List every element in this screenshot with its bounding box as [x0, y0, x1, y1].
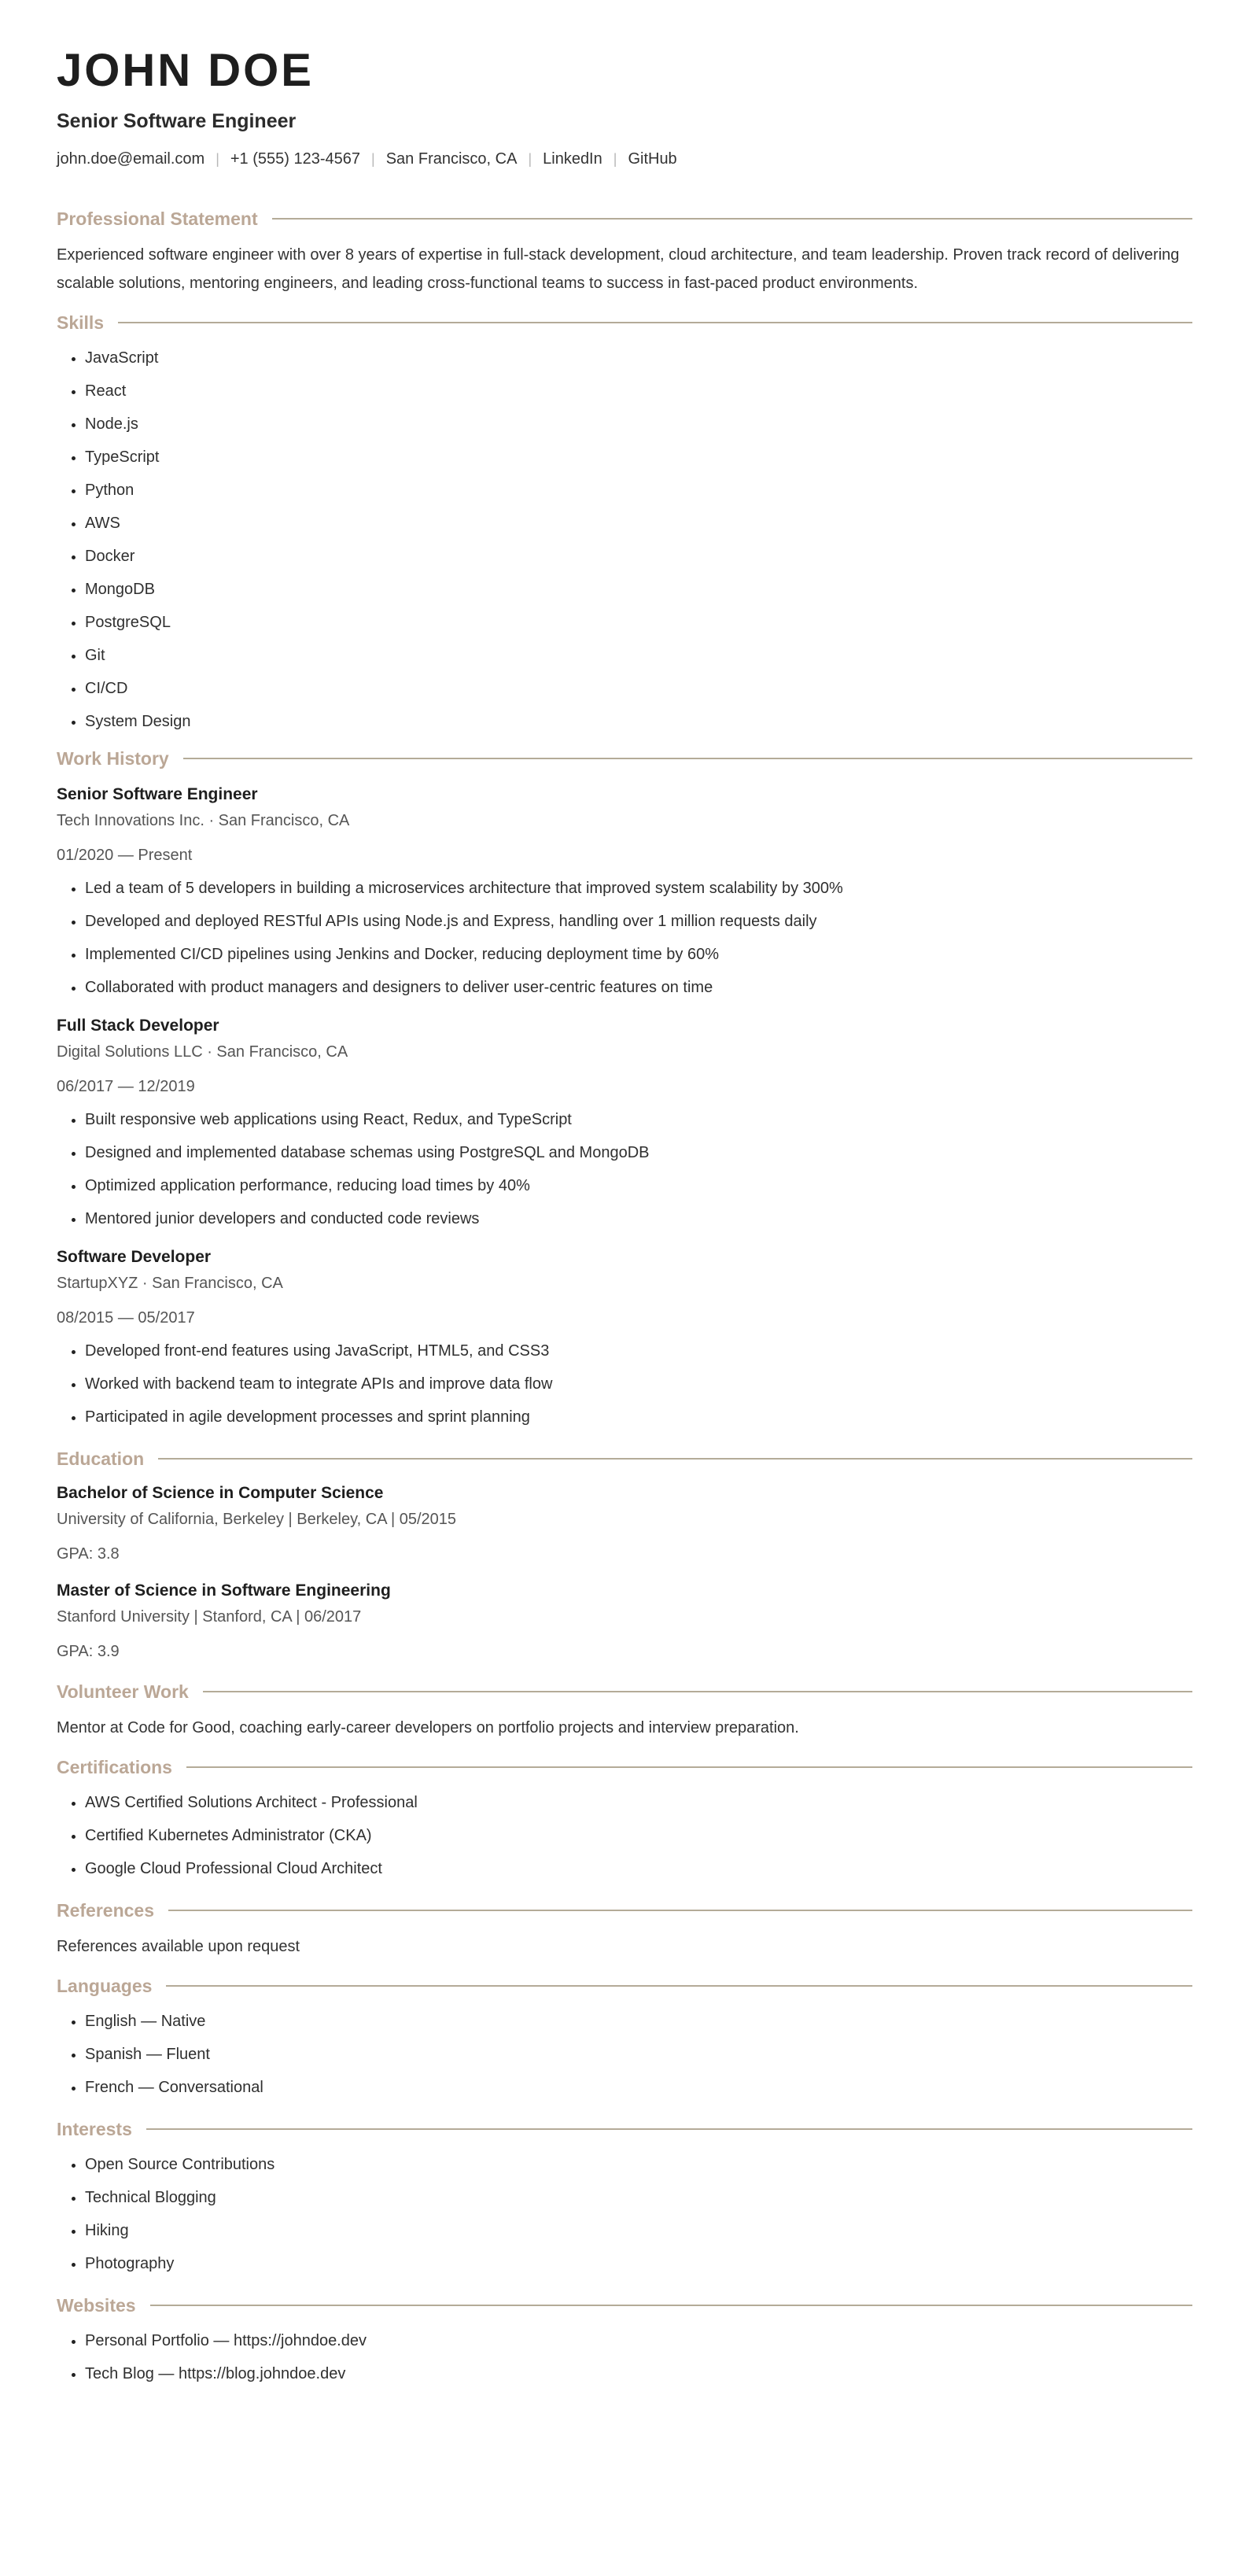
section-title: Work History [57, 748, 169, 769]
section-websites [57, 2291, 1192, 2390]
section-header [57, 1972, 1192, 2000]
language-item: • French — Conversational [85, 2071, 1192, 2104]
section-title: Certifications [57, 1757, 172, 1777]
job-title: Senior Software Engineer [57, 785, 258, 803]
section-header [57, 2115, 1192, 2143]
section-title: Education [57, 1449, 145, 1469]
job-bullet: • Worked with backend team to integrate APIs and improve data flow [85, 1367, 1192, 1401]
contact-phone[interactable]: +1 (555) 123-4567 [230, 150, 361, 168]
contact-separator: | [613, 151, 617, 167]
job-bullet: • Collaborated with product managers and designers to deliver user-centric features on time [85, 971, 1192, 1004]
skill-item: • Docker [85, 540, 1192, 573]
section-volunteer-work [57, 1677, 1192, 1742]
section-skills [57, 308, 1192, 738]
website-item[interactable]: • Tech Blog — https://blog.johndoe.dev [85, 2357, 1192, 2390]
contact-separator: | [216, 151, 219, 167]
skill-item: • Python [85, 474, 1192, 507]
section-divider [272, 218, 1192, 220]
language-item: • Spanish — Fluent [85, 2038, 1192, 2071]
section-header [57, 744, 1192, 773]
job-entry [57, 1245, 1192, 1434]
references-text: References available upon request [57, 1938, 300, 1955]
education-entry [57, 1578, 1192, 1665]
section-education [57, 1445, 1192, 1665]
skill-item: • PostgreSQL [85, 606, 1192, 639]
section-divider [146, 2128, 1192, 2130]
website-item[interactable]: • Personal Portfolio — https://johndoe.dev [85, 2324, 1192, 2357]
section-header [57, 1677, 1192, 1706]
section-header [57, 2291, 1192, 2320]
certification-item: • Google Cloud Professional Cloud Architect [85, 1852, 1192, 1885]
contact-separator: | [528, 151, 532, 167]
section-title: Skills [57, 312, 105, 333]
interest-item: • Hiking [85, 2214, 1192, 2247]
section-divider [150, 2305, 1192, 2306]
education-school: Stanford University | Stanford, CA | 06/2017 [57, 1608, 362, 1626]
section-header [57, 1753, 1192, 1781]
skill-item: • JavaScript [85, 341, 1192, 375]
skill-item: • Git [85, 639, 1192, 672]
interests-list [57, 2148, 1192, 2280]
job-bullet: • Developed and deployed RESTful APIs using Node.js and Express, handling over 1 million requests daily [85, 905, 1192, 938]
job-bullets [57, 1334, 1192, 1434]
section-divider [166, 1985, 1192, 1987]
candidate-name: JOHN DOE [57, 45, 314, 96]
education-school: University of California, Berkeley | Berkeley, CA | 05/2015 [57, 1511, 457, 1528]
interest-item: • Photography [85, 2247, 1192, 2280]
skill-item: • React [85, 375, 1192, 408]
section-header [57, 1896, 1192, 1925]
skill-item: • CI/CD [85, 672, 1192, 705]
skill-item: • MongoDB [85, 573, 1192, 606]
section-title: Interests [57, 2119, 132, 2139]
skills-list [57, 341, 1192, 738]
job-title: Full Stack Developer [57, 1017, 219, 1035]
skill-item: • System Design [85, 705, 1192, 738]
job-bullet: • Optimized application performance, reducing load times by 40% [85, 1169, 1192, 1202]
language-item: • English — Native [85, 2005, 1192, 2038]
job-dates: 01/2020 — Present [57, 847, 193, 864]
job-dates: 08/2015 — 05/2017 [57, 1309, 195, 1327]
contact-location: San Francisco, CA [385, 150, 518, 168]
section-languages [57, 1972, 1192, 2104]
job-entry [57, 1013, 1192, 1235]
section-divider [203, 1691, 1192, 1692]
section-work-history [57, 744, 1192, 1434]
contact-separator: | [371, 151, 375, 167]
section-certifications [57, 1753, 1192, 1885]
statement-text: Experienced software engineer with over 8 years of expertise in full-stack development, cloud architecture, and team leadership. Proven track record of delivering scalable solutions, mentoring engineers, and leading cross-functional teams to success in fast-paced product environments. [57, 246, 1180, 292]
job-company: Digital Solutions LLC · San Francisco, CA [57, 1043, 348, 1061]
section-title: Volunteer Work [57, 1681, 189, 1702]
linkedin-link[interactable]: LinkedIn [543, 150, 602, 168]
section-divider [183, 758, 1192, 759]
job-dates: 06/2017 — 12/2019 [57, 1078, 195, 1095]
section-professional-statement [57, 205, 1192, 297]
section-header [57, 205, 1192, 233]
education-gpa: GPA: 3.9 [57, 1643, 120, 1660]
section-references [57, 1896, 1192, 1961]
job-bullet: • Led a team of 5 developers in building a microservices architecture that improved system scalability by 300% [85, 872, 1192, 905]
skill-item: • Node.js [85, 408, 1192, 441]
section-title: Websites [57, 2295, 136, 2316]
job-company: StartupXYZ · San Francisco, CA [57, 1275, 283, 1292]
job-entry [57, 782, 1192, 1004]
section-divider [186, 1766, 1192, 1768]
section-title: Languages [57, 1976, 153, 1996]
education-gpa: GPA: 3.8 [57, 1545, 120, 1563]
interest-item: • Open Source Contributions [85, 2148, 1192, 2181]
job-bullet: • Designed and implemented database schemas using PostgreSQL and MongoDB [85, 1136, 1192, 1169]
github-link[interactable]: GitHub [628, 150, 677, 168]
interest-item: • Technical Blogging [85, 2181, 1192, 2214]
job-bullet: • Built responsive web applications using React, Redux, and TypeScript [85, 1103, 1192, 1136]
skill-item: • AWS [85, 507, 1192, 540]
skill-item: • TypeScript [85, 441, 1192, 474]
candidate-title: Senior Software Engineer [57, 110, 297, 132]
job-title: Software Developer [57, 1248, 212, 1266]
education-degree: Bachelor of Science in Computer Science [57, 1484, 384, 1502]
certification-item: • Certified Kubernetes Administrator (CKA) [85, 1819, 1192, 1852]
section-title: Professional Statement [57, 209, 258, 229]
certification-item: • AWS Certified Solutions Architect - Professional [85, 1786, 1192, 1819]
certifications-list [57, 1786, 1192, 1885]
education-degree: Master of Science in Software Engineering [57, 1581, 391, 1600]
section-divider [158, 1458, 1192, 1460]
section-header [57, 1445, 1192, 1473]
websites-list [57, 2324, 1192, 2390]
job-bullet: • Mentored junior developers and conducted code reviews [85, 1202, 1192, 1235]
job-bullets [57, 872, 1192, 1004]
contact-bar [57, 148, 1192, 170]
job-bullets [57, 1103, 1192, 1235]
section-interests [57, 2115, 1192, 2280]
job-bullet: • Participated in agile development processes and sprint planning [85, 1401, 1192, 1434]
job-company: Tech Innovations Inc. · San Francisco, CA [57, 812, 350, 829]
contact-email[interactable]: john.doe@email.com [57, 150, 205, 168]
job-bullet: • Implemented CI/CD pipelines using Jenkins and Docker, reducing deployment time by 60% [85, 938, 1192, 971]
section-header [57, 308, 1192, 337]
section-divider [168, 1910, 1192, 1911]
languages-list [57, 2005, 1192, 2104]
job-bullet: • Developed front-end features using JavaScript, HTML5, and CSS3 [85, 1334, 1192, 1367]
education-entry [57, 1481, 1192, 1567]
section-title: References [57, 1900, 155, 1921]
section-divider [118, 322, 1192, 323]
volunteer-text: Mentor at Code for Good, coaching early-career developers on portfolio projects and interview preparation. [57, 1719, 799, 1736]
